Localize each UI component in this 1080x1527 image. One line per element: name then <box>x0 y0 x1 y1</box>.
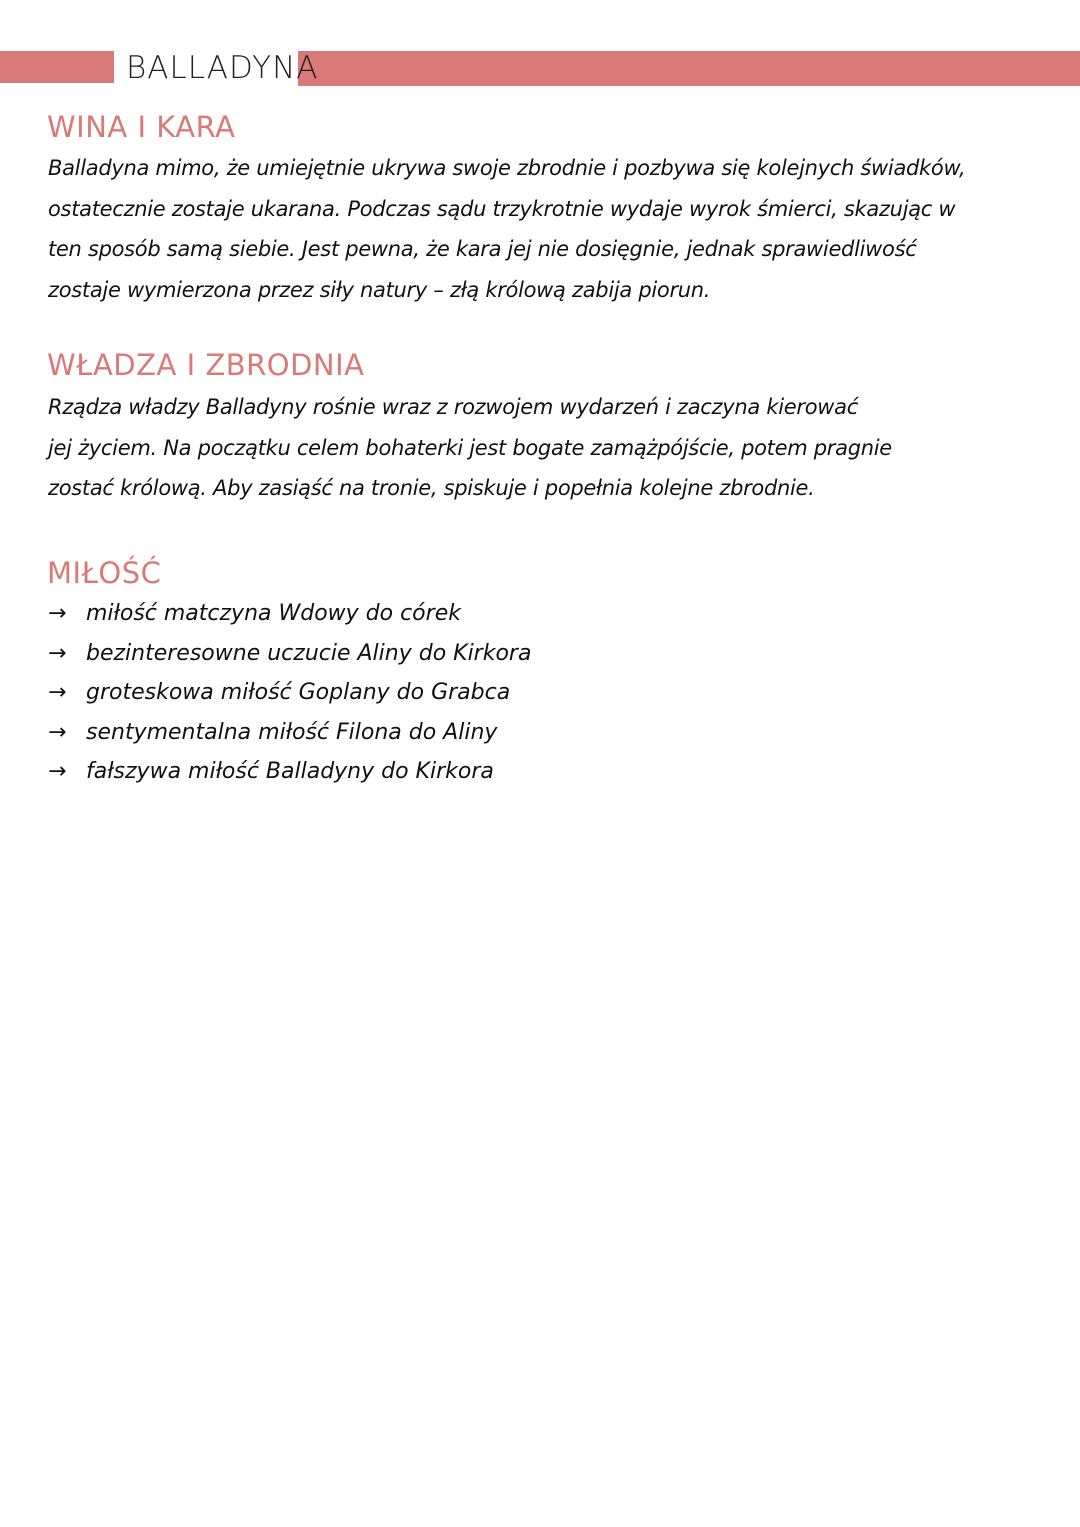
list-item-text: sentymentalna miłość Filona do Aliny <box>86 719 498 745</box>
arrow-right-icon: → <box>48 640 67 666</box>
text-line: Balladyna mimo, że umiejętnie ukrywa swoje zbrodnie i pozbywa się kolejnych świadków, <box>48 156 966 180</box>
arrow-right-icon: → <box>48 759 67 784</box>
list-item-text: fałszywa miłość Balladyny do Kirkora <box>86 759 494 784</box>
section-heading-wladza-i-zbrodnia: WŁADZA I ZBRODNIA <box>47 348 365 382</box>
section-heading-wina-i-kara: WINA I KARA <box>47 110 236 144</box>
text-line: ten sposób samą siebie. Jest pewna, że kara jej nie dosięgnie, jednak sprawiedliwość <box>48 237 917 261</box>
arrow-right-icon: → <box>48 719 67 745</box>
list-item <box>48 594 531 634</box>
header-bar-right <box>298 51 1080 86</box>
milosc-list <box>48 594 531 792</box>
list-item <box>48 673 531 713</box>
list-item <box>48 634 531 674</box>
list-item-text: bezinteresowne uczucie Aliny do Kirkora <box>86 640 532 666</box>
text-line: ostatecznie zostaje ukarana. Podczas sądu trzykrotnie wydaje wyrok śmierci, skazując w <box>48 196 956 221</box>
text-line: zostaje wymierzona przez siły natury – złą królową zabija piorun. <box>48 277 711 302</box>
text-line: jej życiem. Na początku celem bohaterki jest bogate zamążpójście, potem pragnie <box>48 435 892 460</box>
section-heading-milosc: MIŁOŚĆ <box>47 556 162 590</box>
paragraph-wladza-i-zbrodnia <box>48 387 892 509</box>
paragraph-wina-i-kara <box>48 148 965 310</box>
list-item <box>48 752 531 792</box>
header-bar-left <box>0 51 114 83</box>
page-title: BALLADYNA <box>126 50 319 86</box>
list-item-text: miłość matczyna Wdowy do córek <box>86 601 461 626</box>
list-item <box>48 713 531 753</box>
list-item-text: groteskowa miłość Goplany do Grabca <box>86 680 511 705</box>
text-line: zostać królową. Aby zasiąść na tronie, spiskuje i popełnia kolejne zbrodnie. <box>48 476 815 500</box>
arrow-right-icon: → <box>48 601 67 626</box>
text-line: Rządza władzy Balladyny rośnie wraz z rozwojem wydarzeń i zaczyna kierować <box>48 395 858 419</box>
arrow-right-icon: → <box>48 680 67 705</box>
